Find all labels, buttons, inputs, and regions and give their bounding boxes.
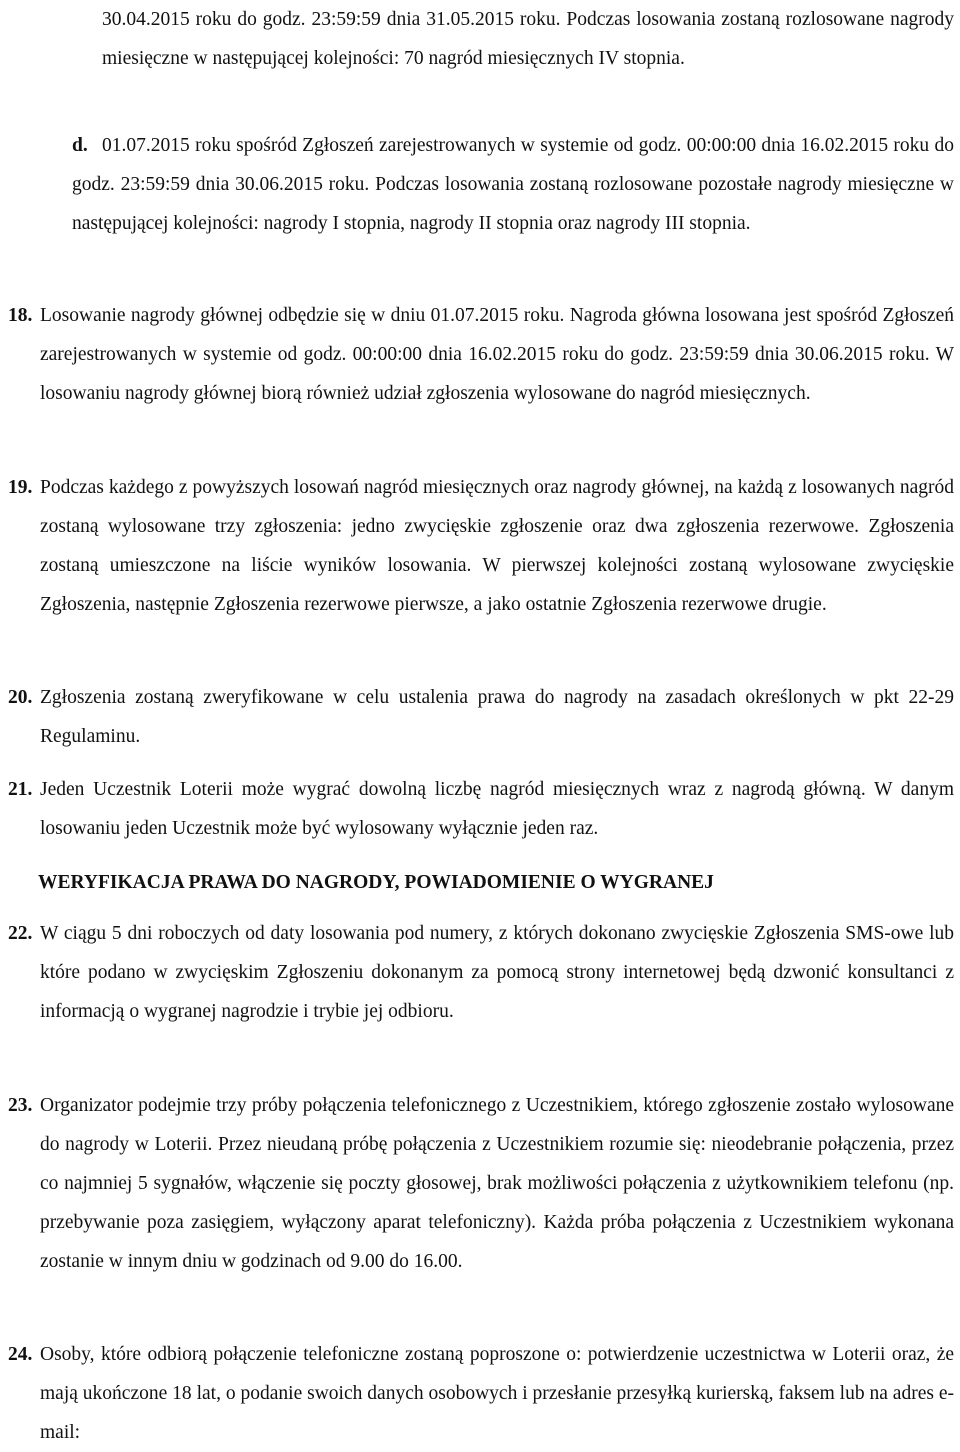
item-number: 19. bbox=[8, 477, 33, 498]
paragraph-22 bbox=[8, 914, 954, 1031]
paragraph-text: Zgłoszenia zostaną zweryfikowane w celu ustalenia prawa do nagrody na zasadach określonych w pkt 22-29 Regulaminu. bbox=[40, 687, 954, 747]
paragraph-text: 01.07.2015 roku spośród Zgłoszeń zarejestrowanych w systemie od godz. 00:00:00 dnia 16.02.2015 roku do godz. 23:59:59 dnia 30.06.2015 roku. Podczas losowania zostaną rozlosowane pozostałe nagrody miesięczne w następującej kolejności: nagrody I stopnia, nagrody II stopnia oraz nagrody III stopnia. bbox=[72, 135, 954, 234]
paragraph-text: Podczas każdego z powyższych losowań nagród miesięcznych oraz nagrody głównej, na każdą z losowanych nagród zostaną wylosowane trzy zgłoszenia: jedno zwycięskie zgłoszenie oraz dwa zgłoszenia rezerwowe. Zgłoszenia zostaną umieszczone na liście wyników losowania. W pierwszej kolejności zostaną wylosowane zwycięskie Zgłoszenia, następnie Zgłoszenia rezerwowe pierwsze, a jako ostatnie Zgłoszenia rezerwowe drugie. bbox=[40, 477, 954, 615]
item-number: 18. bbox=[8, 305, 33, 326]
item-number: d. bbox=[72, 135, 88, 156]
item-number: 20. bbox=[8, 687, 33, 708]
paragraph-text: Losowanie nagrody głównej odbędzie się w dniu 01.07.2015 roku. Nagroda główna losowana jest spośród Zgłoszeń zarejestrowanych w systemie od godz. 00:00:00 dnia 16.02.2015 roku do godz. 23:59:59 dnia 30.06.2015 roku. W losowaniu nagrody głównej biorą również udział zgłoszenia wylosowane do nagród miesięcznych. bbox=[40, 305, 954, 404]
item-number: 21. bbox=[8, 779, 33, 800]
paragraph-text: W ciągu 5 dni roboczych od daty losowania pod numery, z których dokonano zwycięskie Zgłoszenia SMS-owe lub które podano w zwycięskim Zgłoszeniu dokonanym za pomocą strony internetowej będą dzwonić konsultanci z informacją o wygranej nagrodzie i trybie jej odbioru. bbox=[40, 923, 954, 1022]
paragraph-24 bbox=[8, 1335, 954, 1452]
paragraph-text: 30.04.2015 roku do godz. 23:59:59 dnia 31.05.2015 roku. Podczas losowania zostaną rozlosowane nagrody miesięczne w następującej kolejności: 70 nagród miesięcznych IV stopnia. bbox=[102, 9, 954, 69]
paragraph-21 bbox=[8, 770, 954, 848]
paragraph-20 bbox=[8, 678, 954, 756]
section-heading: WERYFIKACJA PRAWA DO NAGRODY, POWIADOMIENIE O WYGRANEJ bbox=[38, 872, 714, 893]
item-number: 23. bbox=[8, 1095, 33, 1116]
paragraph-text: Jeden Uczestnik Loterii może wygrać dowolną liczbę nagród miesięcznych wraz z nagrodą główną. W danym losowaniu jeden Uczestnik może być wylosowany wyłącznie jeden raz. bbox=[40, 779, 954, 839]
item-number: 22. bbox=[8, 923, 33, 944]
paragraph-d bbox=[72, 126, 954, 243]
paragraph-19 bbox=[8, 468, 954, 624]
item-number: 24. bbox=[8, 1344, 33, 1365]
paragraph-18 bbox=[8, 296, 954, 413]
paragraph-23 bbox=[8, 1086, 954, 1281]
paragraph-text: Osoby, które odbiorą połączenie telefoniczne zostaną poproszone o: potwierdzenie uczestnictwa w Loterii oraz, że mają ukończone 18 lat, o podanie swoich danych osobowych i przesłanie przesyłką kurierską, faksem lub na adres e-mail: bbox=[40, 1344, 954, 1443]
paragraph-continuation bbox=[102, 0, 954, 78]
paragraph-text: Organizator podejmie trzy próby połączenia telefonicznego z Uczestnikiem, którego zgłoszenie zostało wylosowane do nagrody w Loterii. Przez nieudaną próbę połączenia z Uczestnikiem rozumie się: nieodebranie połączenia, przez co najmniej 5 sygnałów, włączenie się poczty głosowej, brak możliwości połączenia z użytkownikiem telefonu (np. przebywanie poza zasięgiem, wyłączony aparat telefoniczny). Każda próba połączenia z Uczestnikiem wykonana zostanie w innym dniu w godzinach od 9.00 do 16.00. bbox=[40, 1095, 954, 1272]
